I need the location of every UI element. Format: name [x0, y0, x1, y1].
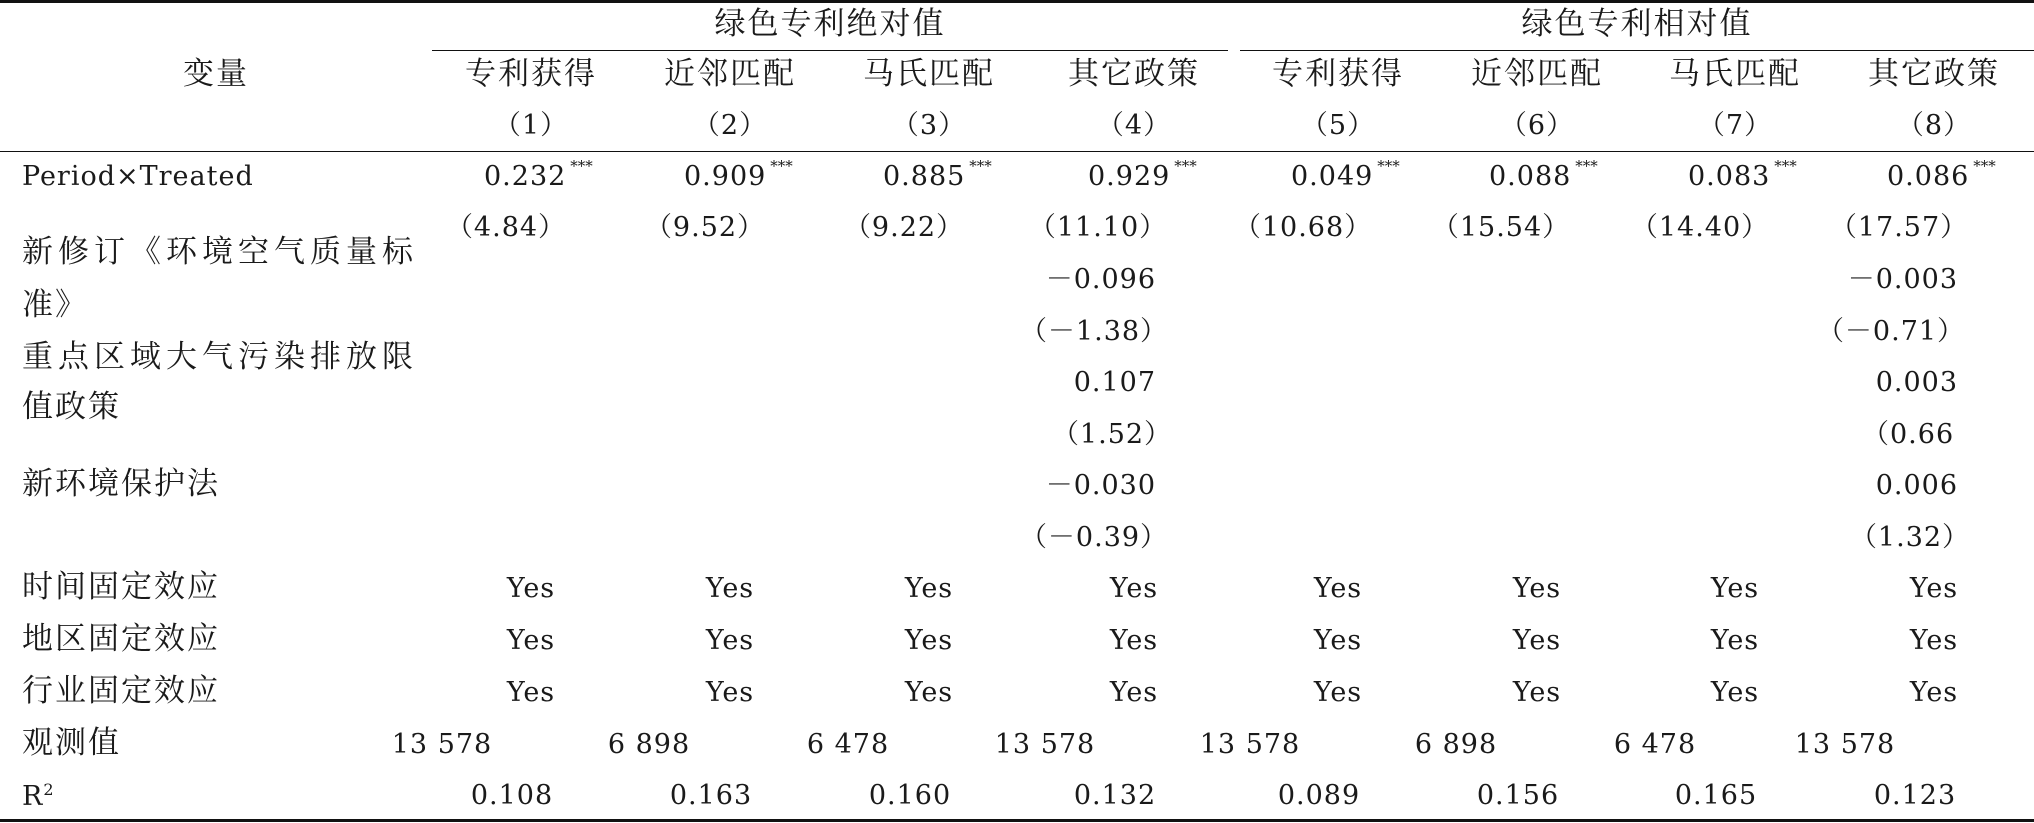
r2-cell: 0.132 [1073, 780, 1157, 811]
fe-cell: Yes [1909, 573, 1959, 604]
r2-cell: 0.160 [868, 780, 952, 811]
fe-cell: Yes [1512, 625, 1562, 656]
obs-cell: 6 478 [806, 729, 890, 760]
col-header-8: 其它政策 [1868, 56, 2000, 92]
tstat-cell: （11.10） [1028, 212, 1168, 243]
col-header-7: 马氏匹配 [1669, 56, 1801, 92]
coef-cell: 0.107 [1073, 367, 1156, 398]
col-number-3: （3） [891, 110, 967, 141]
tstat-cell: （9.52） [644, 212, 766, 243]
row-label-environmental-protection-law: 新环境保护法 [22, 466, 220, 502]
tstat-cell: （1.52） [1051, 419, 1173, 450]
coef-cell: 0.909 *** [684, 157, 793, 192]
tstat-cell: （－0.71） [1816, 316, 1966, 347]
obs-cell: 6 478 [1613, 729, 1697, 760]
coef-cell: －0.096 [1045, 264, 1156, 295]
tstat-cell: （9.22） [843, 212, 965, 243]
coef-cell: 0.885 *** [883, 157, 992, 192]
col-number-5: （5） [1300, 110, 1376, 141]
obs-cell: 13 578 [1794, 729, 1896, 760]
tstat-cell: （－0.39） [1019, 522, 1169, 553]
coef-cell: －0.003 [1847, 264, 1958, 295]
fe-cell: Yes [904, 677, 954, 708]
header-rule [0, 151, 2034, 152]
fe-cell: Yes [506, 677, 556, 708]
r2-cell: 0.089 [1277, 780, 1361, 811]
row-label-emission-limit-policy-cont: 值政策 [22, 389, 121, 425]
fe-cell: Yes [705, 573, 755, 604]
coef-cell: 0.049 *** [1291, 157, 1400, 192]
tstat-cell: （0.66 [1862, 419, 1955, 450]
col-number-8: （8） [1896, 110, 1972, 141]
coef-cell: 0.232 *** [484, 157, 593, 192]
col-number-1: （1） [493, 110, 569, 141]
tstat-cell: （15.54） [1431, 212, 1571, 243]
top-rule [0, 0, 2034, 3]
tstat-cell: （10.68） [1233, 212, 1373, 243]
tstat-cell: （17.57） [1829, 212, 1969, 243]
variable-header: 变量 [183, 56, 249, 92]
fe-cell: Yes [506, 573, 556, 604]
fe-cell: Yes [1313, 573, 1363, 604]
row-label-air-quality-standard-cont: 准》 [22, 287, 88, 323]
fe-cell: Yes [1313, 677, 1363, 708]
tstat-cell: （－1.38） [1019, 316, 1169, 347]
col-number-7: （7） [1697, 110, 1773, 141]
col-number-6: （6） [1499, 110, 1575, 141]
col-header-2: 近邻匹配 [664, 56, 796, 92]
bottom-rule [0, 819, 2034, 822]
row-label-emission-limit-policy: 重点区域大气污染排放限 [22, 339, 418, 375]
fe-cell: Yes [1909, 625, 1959, 656]
col-header-4: 其它政策 [1068, 56, 1200, 92]
obs-cell: 6 898 [607, 729, 691, 760]
group1-underline [432, 50, 1228, 51]
obs-cell: 6 898 [1414, 729, 1498, 760]
coef-cell: 0.086 *** [1887, 157, 1996, 192]
group1-header: 绿色专利绝对值 [714, 6, 946, 42]
obs-cell: 13 578 [1199, 729, 1301, 760]
fe-cell: Yes [1710, 573, 1760, 604]
group2-header: 绿色专利相对值 [1521, 6, 1753, 42]
row-label-period-treated: Period×Treated [22, 161, 254, 192]
col-header-3: 马氏匹配 [863, 56, 995, 92]
fe-cell: Yes [1109, 677, 1159, 708]
obs-cell: 13 578 [994, 729, 1096, 760]
r2-cell: 0.165 [1674, 780, 1758, 811]
fe-cell: Yes [1710, 677, 1760, 708]
coef-cell: 0.083 *** [1688, 157, 1797, 192]
tstat-cell: （4.84） [445, 212, 567, 243]
coef-cell: 0.088 *** [1489, 157, 1598, 192]
row-label-observations: 观测值 [22, 725, 121, 761]
coef-cell: －0.030 [1045, 470, 1156, 501]
obs-cell: 13 578 [391, 729, 493, 760]
coef-cell: 0.006 [1875, 470, 1958, 501]
row-label-time-fe: 时间固定效应 [22, 569, 220, 605]
r2-cell: 0.163 [669, 780, 753, 811]
tstat-cell: （1.32） [1849, 522, 1971, 553]
row-label-industry-fe: 行业固定效应 [22, 673, 220, 709]
fe-cell: Yes [1512, 677, 1562, 708]
fe-cell: Yes [904, 625, 954, 656]
tstat-cell: （14.40） [1630, 212, 1770, 243]
row-label-air-quality-standard: 新修订《环境空气质量标 [22, 234, 418, 270]
fe-cell: Yes [506, 625, 556, 656]
col-number-2: （2） [692, 110, 768, 141]
row-label-region-fe: 地区固定效应 [22, 621, 220, 657]
coef-cell: 0.003 [1875, 367, 1958, 398]
col-header-5: 专利获得 [1272, 56, 1404, 92]
r2-cell: 0.123 [1873, 780, 1957, 811]
fe-cell: Yes [904, 573, 954, 604]
col-number-4: （4） [1096, 110, 1172, 141]
row-label-r-squared: $R^2$ [22, 780, 55, 812]
col-header-6: 近邻匹配 [1471, 56, 1603, 92]
r2-cell: 0.108 [470, 780, 554, 811]
group2-underline [1240, 50, 2034, 51]
fe-cell: Yes [1313, 625, 1363, 656]
fe-cell: Yes [1909, 677, 1959, 708]
fe-cell: Yes [1109, 573, 1159, 604]
col-header-1: 专利获得 [465, 56, 597, 92]
fe-cell: Yes [1710, 625, 1760, 656]
coef-cell: 0.929 *** [1088, 157, 1197, 192]
fe-cell: Yes [705, 677, 755, 708]
fe-cell: Yes [1109, 625, 1159, 656]
fe-cell: Yes [1512, 573, 1562, 604]
r2-cell: 0.156 [1476, 780, 1560, 811]
fe-cell: Yes [705, 625, 755, 656]
